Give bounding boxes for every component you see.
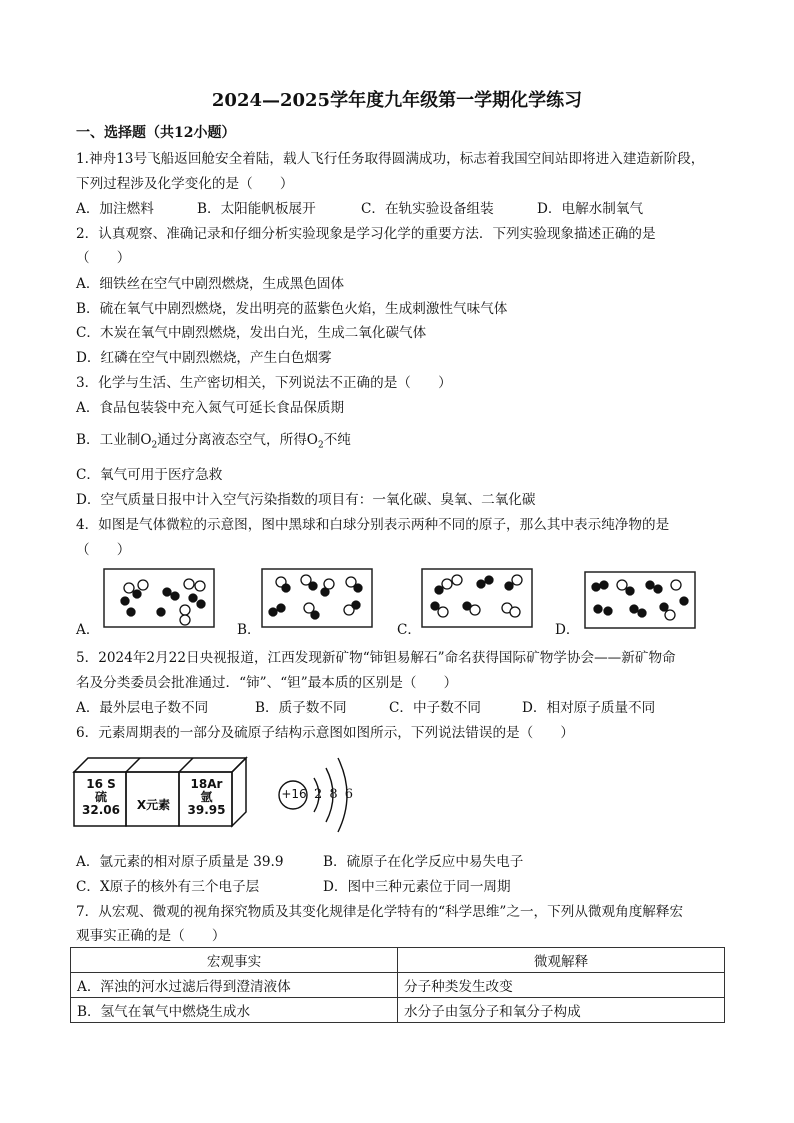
cell-number-symbol: 16 S bbox=[86, 777, 116, 791]
q4-stem-line1: 4．如图是气体微粒的示意图，图中黑球和白球分别表示两种不同的原子，那么其中表示纯净物的是 bbox=[76, 517, 670, 533]
q5-option-a: A．最外层电子数不同 bbox=[76, 700, 209, 716]
q5-stem-line2: 名及分类委员会批准通过．“铈”、“钽”最本质的区别是（ ） bbox=[76, 675, 458, 691]
q4-option-a: A． bbox=[76, 622, 100, 638]
table-header-cell: 微观解释 bbox=[398, 948, 725, 973]
q4-diagram-c bbox=[421, 568, 533, 628]
q7-stem-line2: 观事实正确的是（ ） bbox=[76, 928, 226, 944]
q3-formula-o: O bbox=[140, 432, 152, 448]
q4-option-d: D． bbox=[555, 622, 580, 638]
q4-option-c: C． bbox=[397, 622, 421, 638]
electron-shells: 2 8 6 bbox=[314, 787, 354, 802]
q7-table bbox=[70, 947, 725, 1023]
q4-diagram-b bbox=[261, 568, 373, 628]
q3-formula-o: O bbox=[306, 432, 318, 448]
q4-diagram-d bbox=[584, 571, 696, 629]
table-row bbox=[71, 998, 725, 1023]
section-heading: 一、选择题（共12小题） bbox=[76, 125, 236, 141]
q1-option-a: A．加注燃料 bbox=[76, 201, 154, 217]
table-cell: 分子种类发生改变 bbox=[398, 973, 725, 998]
q1-stem-line1: 1.神舟13号飞船返回舱安全着陆，载人飞行任务取得圆满成功，标志着我国空间站即将进入建造新阶段， bbox=[76, 151, 705, 167]
q6-stem: 6．元素周期表的一部分及硫原子结构示意图如图所示，下列说法错误的是（ ） bbox=[76, 725, 575, 741]
table-cell: 水分子由氢分子和氧分子构成 bbox=[398, 998, 725, 1023]
table-header-row bbox=[71, 948, 725, 973]
element-cell-argon bbox=[180, 778, 233, 817]
q6-option-d: D．图中三种元素位于同一周期 bbox=[323, 879, 511, 895]
table-header-cell: 宏观事实 bbox=[71, 948, 398, 973]
q2-option-c: C．木炭在氧气中剧烈燃烧，发出白光，生成二氧化碳气体 bbox=[76, 325, 427, 341]
q2-stem-line2: （ ） bbox=[76, 250, 131, 266]
cell-mass: 39.95 bbox=[187, 803, 226, 817]
q1-option-b: B．太阳能帆板展开 bbox=[197, 201, 316, 217]
q3-stem: 3．化学与生活、生产密切相关，下列说法不正确的是（ ） bbox=[76, 375, 452, 391]
table-cell: A．浑浊的河水过滤后得到澄清液体 bbox=[71, 973, 398, 998]
q3-option-b-part: 通过分离液态空气，所得 bbox=[157, 432, 307, 448]
q2-option-d: D．红磷在空气中剧烈燃烧，产生白色烟雾 bbox=[76, 350, 332, 366]
q6-option-c: C．X原子的核外有三个电子层 bbox=[76, 879, 260, 895]
q5-option-d: D．相对原子质量不同 bbox=[522, 700, 656, 716]
q2-option-a: A．细铁丝在空气中剧烈燃烧，生成黑色固体 bbox=[76, 276, 345, 292]
table-row bbox=[71, 973, 725, 998]
q5-option-b: B．质子数不同 bbox=[255, 700, 347, 716]
q3-formula-sub: 2 bbox=[317, 440, 324, 451]
page-title: 2024—2025学年度九年级第一学期化学练习 bbox=[211, 90, 583, 111]
q1-option-c: C．在轨实验设备组装 bbox=[361, 201, 494, 217]
q6-option-b: B．硫原子在化学反应中易失电子 bbox=[323, 854, 524, 870]
q3-formula-sub: 2 bbox=[151, 440, 158, 451]
table-cell: B．氢气在氧气中燃烧生成水 bbox=[71, 998, 398, 1023]
q5-stem-line1: 5．2024年2月22日央视报道，江西发现新矿物“铈钽易解石”命名获得国际矿物学协会——新矿物命 bbox=[76, 650, 676, 666]
q2-stem-line1: 2．认真观察、准确记录和仔细分析实验现象是学习化学的重要方法．下列实验现象描述正确的是 bbox=[76, 226, 656, 242]
q1-option-d: D．电解水制氧气 bbox=[537, 201, 644, 217]
q7-stem-line1: 7．从宏观、微观的视角探究物质及其变化规律是化学特有的“科学思维”之一，下列从微观角度解释宏 bbox=[76, 904, 684, 920]
q1-stem-line2: 下列过程涉及化学变化的是（ ） bbox=[76, 176, 294, 192]
cell-name: X元素 bbox=[136, 798, 171, 812]
cell-name: 硫 bbox=[94, 790, 107, 804]
element-cell-x bbox=[127, 796, 180, 813]
nucleus-charge: +16 bbox=[281, 787, 307, 801]
q3-option-a: A．食品包装袋中充入氮气可延长食品保质期 bbox=[76, 400, 345, 416]
q3-option-c: C．氧气可用于医疗急救 bbox=[76, 467, 223, 483]
q3-option-b-part: B．工业制 bbox=[76, 432, 141, 448]
q6-option-a: A．氩元素的相对原子质量是 39.9 bbox=[76, 854, 284, 870]
q4-diagram-a bbox=[103, 568, 215, 628]
q3-option-d: D．空气质量日报中计入空气污染指数的项目有：一氧化碳、臭氧、二氧化碳 bbox=[76, 492, 536, 508]
cell-mass: 32.06 bbox=[82, 803, 120, 817]
cell-name: 氩 bbox=[200, 790, 213, 804]
cell-number-symbol: 18Ar bbox=[190, 777, 223, 791]
q4-option-b: B． bbox=[237, 622, 261, 638]
element-cell-sulfur bbox=[75, 778, 127, 817]
q3-option-b-part: 不纯 bbox=[323, 432, 351, 448]
q4-stem-line2: （ ） bbox=[76, 542, 131, 558]
q2-option-b: B．硫在氧气中剧烈燃烧，发出明亮的蓝紫色火焰，生成刺激性气味气体 bbox=[76, 301, 508, 317]
q3-option-b bbox=[76, 428, 351, 451]
q5-option-c: C．中子数不同 bbox=[389, 700, 481, 716]
